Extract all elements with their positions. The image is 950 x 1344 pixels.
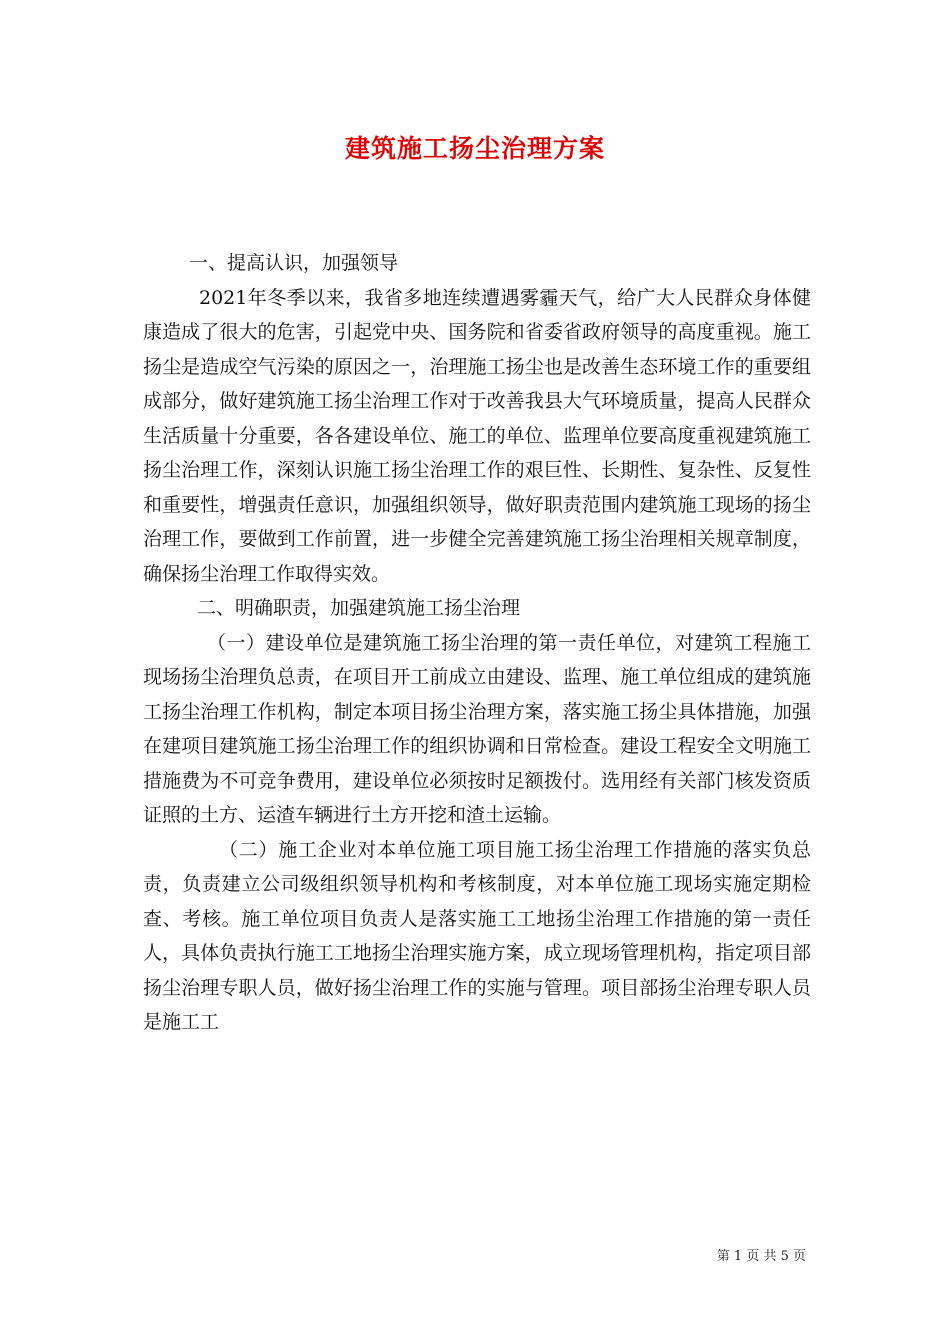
paragraph-3: （二）施工企业对本单位施工项目施工扬尘治理工作措施的落实负总责，负责建立公司级组织领导机构和考核制度，对本单位施工现场实施定期检查、考核。施工单位项目负责人是落实施工工地扬尘治理工作措施的第一责任人，具体负责执行施工工地扬尘治理实施方案，成立现场管理机构，指定项目部扬尘治理专职人员，做好扬尘治理工作的实施与管理。项目部扬尘治理专职人员是施工工 bbox=[143, 838, 811, 1033]
page-footer: 第 1 页 共 5 页 bbox=[716, 1249, 806, 1264]
section-heading-1: 一、提高认识，加强领导 bbox=[189, 252, 399, 274]
paragraph-1: 2021年冬季以来，我省多地连续遭遇雾霾天气，给广大人民群众身体健康造成了很大的危害，引起党中央、国务院和省委省政府领导的高度重视。施工扬尘是造成空气污染的原因之一，治理施工扬尘也是改善生态环境工作的重要组成部分，做好建筑施工扬尘治理工作对于改善我县大气环境质量，提高人民群众生活质量十分重要，各各建设单位、施工的单位、监理单位要高度重视建筑施工扬尘治理工作，深刻认识施工扬尘治理工作的艰巨性、长期性、复杂性、反复性和重要性，增强责任意识，加强组织领导，做好职责范围内建筑施工现场的扬尘治理工作，要做到工作前置，进一步健全完善建筑施工扬尘治理相关规章制度，确保扬尘治理工作取得实效。 bbox=[143, 286, 811, 585]
paragraph-2: （一）建设单位是建筑施工扬尘治理的第一责任单位，对建筑工程施工现场扬尘治理负总责，在项目开工前成立由建设、监理、施工单位组成的建筑施工扬尘治理工作机构，制定本项目扬尘治理方案，落实施工扬尘具体措施，加强在建项目建筑施工扬尘治理工作的组织协调和日常检查。建设工程安全文明施工措施费为不可竞争费用，建设单位必须按时足额拨付。选用经有关部门核发资质证照的土方、运渣车辆进行土方开挖和渣土运输。 bbox=[143, 631, 811, 826]
section-heading-2: 二、明确职责，加强建筑施工扬尘治理 bbox=[197, 597, 521, 619]
document-title: 建筑施工扬尘治理方案 bbox=[344, 134, 605, 163]
document-body bbox=[143, 246, 811, 1040]
